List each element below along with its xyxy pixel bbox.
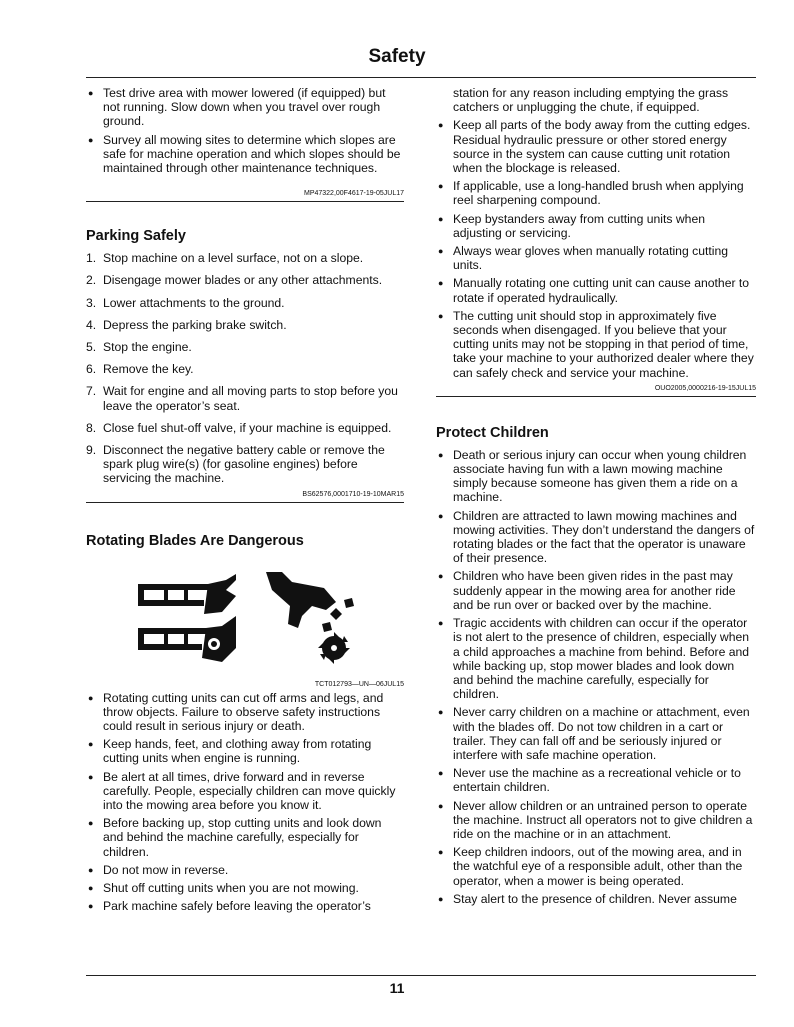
list-item: ● If applicable, use a long-handled brush when applying reel sharpening compound. xyxy=(436,179,756,207)
step-number: 4. xyxy=(86,317,97,332)
step-number: 2. xyxy=(86,273,97,288)
rotating-bullets-continued xyxy=(436,118,756,379)
list-item: ● Keep all parts of the body away from the cutting edges. Residual hydraulic pressure or other stored energy source in the system can cause cutting unit rotation when the blockage is released. xyxy=(436,118,756,175)
list-item: ● Do not mow in reverse. xyxy=(86,863,404,877)
blade-hazard-icon xyxy=(86,566,404,678)
step-number: 6. xyxy=(86,362,97,377)
step-text: Disengage mower blades or any other attachments. xyxy=(103,273,383,288)
step-text: Close fuel shut-off valve, if your machine is equipped. xyxy=(103,420,392,435)
list-item: ● Keep bystanders away from cutting units when adjusting or servicing. xyxy=(436,212,756,240)
list-item xyxy=(86,340,404,354)
section-divider xyxy=(86,502,404,503)
section-divider xyxy=(436,396,756,397)
list-item xyxy=(86,251,404,265)
list-item: ● Shut off cutting units when you are not mowing. xyxy=(86,881,404,895)
list-item: ● Children are attracted to lawn mowing machines and mowing activities. They don’t understand the dangers of rotating blades or the fact that the operator is unaware of their presence. xyxy=(436,509,756,566)
step-text: Stop the engine. xyxy=(103,340,192,355)
list-item: ● Tragic accidents with children can occur if the operator is not alert to the presence of children, especially when a child approaches a machine from behind. Before and while backing up, stop mower blades and look down and behind the machine carefully, especially for children. xyxy=(436,616,756,701)
rotating-blade-warning-pictorial xyxy=(86,566,404,678)
figure-code: TCT012793—UN—06JUL15 xyxy=(314,680,404,688)
step-number: 9. xyxy=(86,443,97,458)
step-text: Disconnect the negative battery cable or remove the spark plug wire(s) (for gasoline engines) before servicing the machine. xyxy=(103,443,385,486)
list-item: ● Keep children indoors, out of the mowing area, and in the watchful eye of a responsible adult, other than the operator, when a mower is being operated. xyxy=(436,845,756,888)
reference-code: OUO2005,0000216-19-15JUL15 xyxy=(654,384,756,392)
list-item: ● Stay alert to the presence of children. Never assume xyxy=(436,892,756,906)
list-item xyxy=(86,362,404,376)
continued-text: station for any reason including emptying the grass catchers or unplugging the chute, if equipped. xyxy=(453,86,729,115)
step-number: 5. xyxy=(86,340,97,355)
list-item: ● Survey all mowing sites to determine which slopes are safe for machine operation and which slopes should be maintained through other maintenance techniques. xyxy=(86,133,404,176)
reference-code: BS62576,0001710-19-10MAR15 xyxy=(302,490,404,498)
step-number: 1. xyxy=(86,251,97,266)
list-item xyxy=(86,443,404,486)
list-item: ● Death or serious injury can occur when young children associate having fun with a lawn mowing machine simply because someone has given them a ride on a machine. xyxy=(436,448,756,505)
section-heading-parking: Parking Safely xyxy=(86,228,186,245)
rotating-bullets xyxy=(86,691,404,914)
header-rule xyxy=(86,77,756,78)
page-number: 11 xyxy=(389,980,405,996)
list-item: ● Never use the machine as a recreational vehicle or to entertain children. xyxy=(436,766,756,794)
left-column xyxy=(86,86,404,918)
step-number: 8. xyxy=(86,420,97,435)
intro-bullets xyxy=(86,86,404,175)
list-item: ● Before backing up, stop cutting units and look down and behind the machine carefully, especially for children. xyxy=(86,816,404,859)
list-item xyxy=(86,273,404,287)
list-item: ● Be alert at all times, drive forward and in reverse carefully. People, especially children can move quickly into the mowing area before you know it. xyxy=(86,770,404,813)
footer-rule xyxy=(86,975,756,976)
list-item: ● Children who have been given rides in the past may suddenly appear in the mowing area for another ride and be run over or backed over by the machine. xyxy=(436,569,756,612)
page-title: Safety xyxy=(368,46,426,67)
list-item: ● The cutting unit should stop in approximately five seconds when disengaged. If you believe that your cutting units may not be stopping in that period of time, take your machine to your authorized dealer where they can safely check and service your machine. xyxy=(436,309,756,380)
section-heading-protect-children: Protect Children xyxy=(436,424,549,441)
list-item: ● Never carry children on a machine or attachment, even with the blades off. Do not tow children in a cart or trailer. They can fall off and be seriously injured or interfere with safe machine operation. xyxy=(436,705,756,762)
children-bullets xyxy=(436,448,756,906)
step-text: Wait for engine and all moving parts to stop before you leave the operator’s seat. xyxy=(103,384,398,413)
step-text: Depress the parking brake switch. xyxy=(103,317,287,332)
list-item: ● Never allow children or an untrained person to operate the machine. Instruct all operators not to give children a ride on the machine or in an attachment. xyxy=(436,799,756,842)
right-column xyxy=(436,86,756,910)
list-item: ● Manually rotating one cutting unit can cause another to rotate if operated hydraulically. xyxy=(436,276,756,304)
section-divider xyxy=(86,201,404,202)
list-item: ● Always wear gloves when manually rotating cutting units. xyxy=(436,244,756,272)
step-number: 7. xyxy=(86,384,97,399)
step-text: Remove the key. xyxy=(103,362,194,377)
list-item: ● Rotating cutting units can cut off arms and legs, and throw objects. Failure to observe safety instructions could result in serious injury or death. xyxy=(86,691,404,734)
list-item: ● Park machine safely before leaving the operator’s xyxy=(86,899,404,913)
step-text: Stop machine on a level surface, not on a slope. xyxy=(103,251,364,266)
parking-steps xyxy=(86,251,404,485)
list-item xyxy=(86,421,404,435)
list-item xyxy=(86,296,404,310)
list-item xyxy=(86,384,404,412)
list-item: ● Keep hands, feet, and clothing away from rotating cutting units when engine is running. xyxy=(86,737,404,765)
step-text: Lower attachments to the ground. xyxy=(103,295,285,310)
step-number: 3. xyxy=(86,295,97,310)
list-item: ● Test drive area with mower lowered (if equipped) but not running. Slow down when you travel over rough ground. xyxy=(86,86,404,129)
section-heading-rotating-blades: Rotating Blades Are Dangerous xyxy=(86,532,304,549)
reference-code: MP47322,00F4617-19-05JUL17 xyxy=(303,190,404,198)
list-item xyxy=(86,318,404,332)
